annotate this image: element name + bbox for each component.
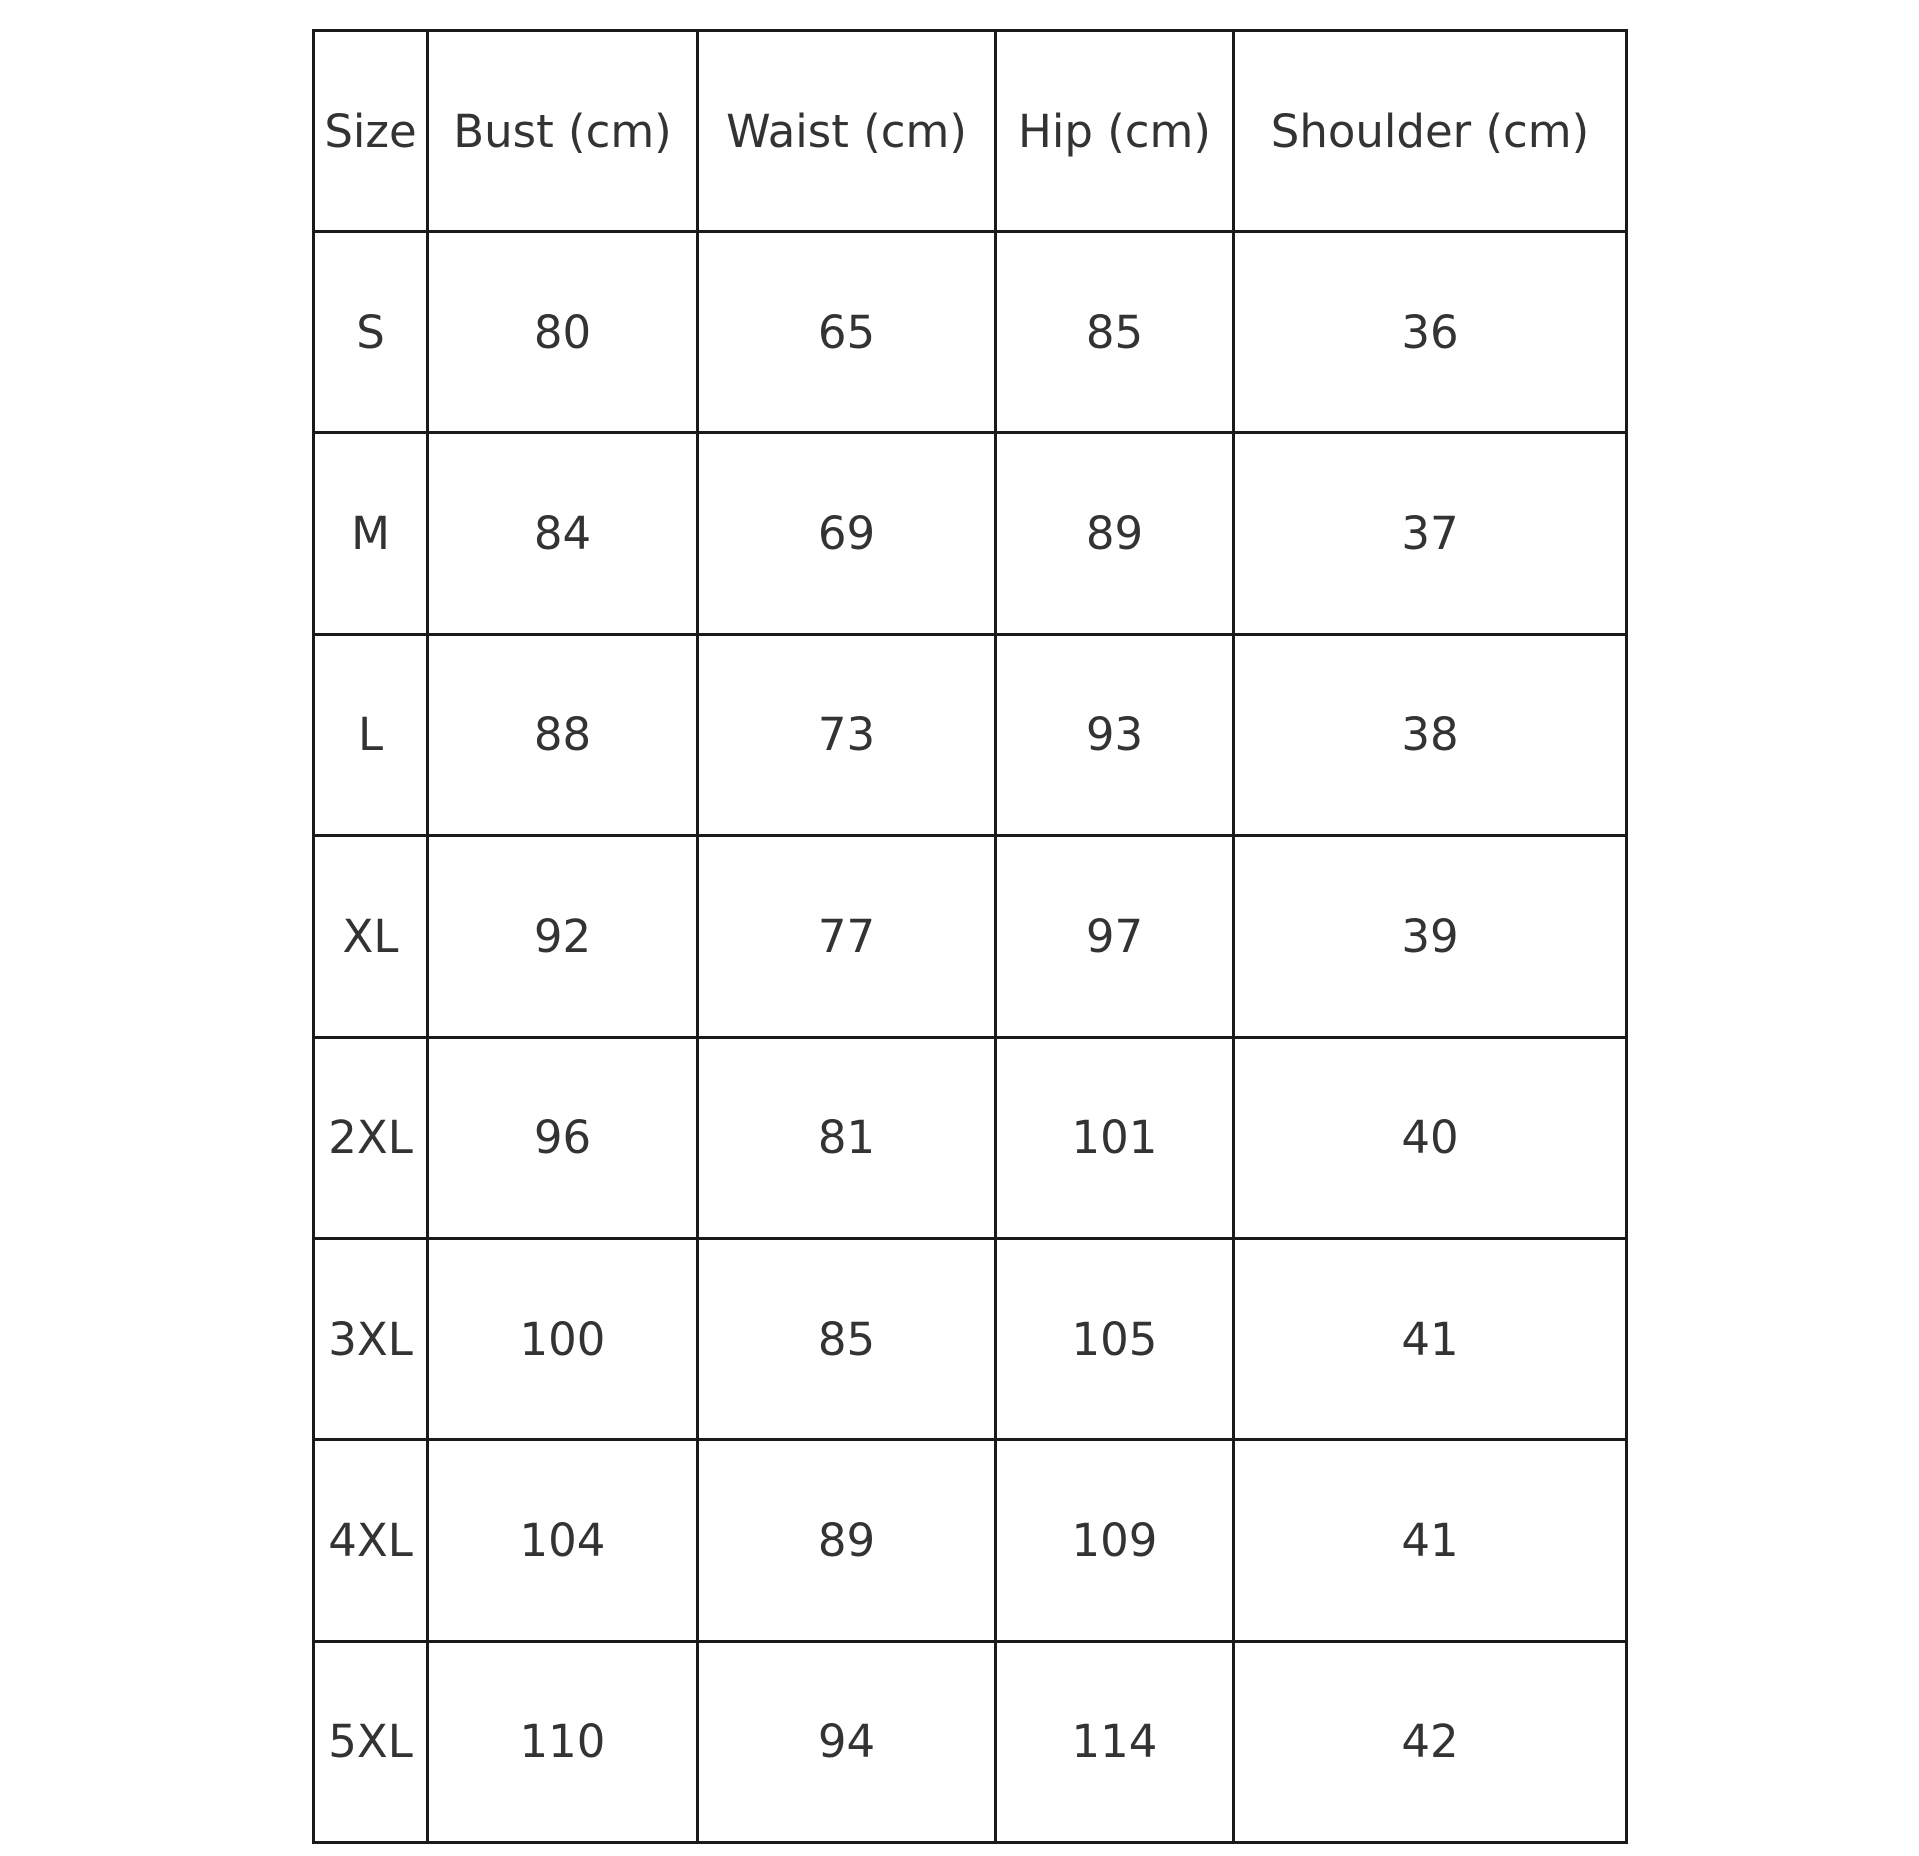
header-hip: Hip (cm) [996,31,1234,232]
cell-bust: 96 [428,1037,698,1238]
cell-size: 3XL [314,1238,428,1439]
table-row [314,1037,1627,1238]
cell-bust: 84 [428,433,698,634]
cell-size: 2XL [314,1037,428,1238]
cell-waist: 94 [698,1641,996,1842]
cell-hip: 109 [996,1440,1234,1641]
cell-shoulder: 37 [1234,433,1627,634]
cell-waist: 73 [698,634,996,835]
cell-shoulder: 41 [1234,1238,1627,1439]
header-shoulder: Shoulder (cm) [1234,31,1627,232]
cell-bust: 104 [428,1440,698,1641]
cell-hip: 114 [996,1641,1234,1842]
header-waist: Waist (cm) [698,31,996,232]
cell-hip: 85 [996,232,1234,433]
cell-hip: 101 [996,1037,1234,1238]
table-row [314,232,1627,433]
cell-hip: 97 [996,836,1234,1037]
table-row [314,1440,1627,1641]
cell-bust: 92 [428,836,698,1037]
cell-waist: 89 [698,1440,996,1641]
cell-bust: 100 [428,1238,698,1439]
cell-shoulder: 40 [1234,1037,1627,1238]
header-bust: Bust (cm) [428,31,698,232]
cell-waist: 85 [698,1238,996,1439]
header-size: Size [314,31,428,232]
cell-waist: 77 [698,836,996,1037]
table-header-row [314,31,1627,232]
table-row [314,433,1627,634]
cell-shoulder: 38 [1234,634,1627,835]
cell-size: S [314,232,428,433]
cell-waist: 65 [698,232,996,433]
cell-size: 5XL [314,1641,428,1842]
table-row [314,1238,1627,1439]
table-row [314,836,1627,1037]
cell-shoulder: 36 [1234,232,1627,433]
cell-bust: 80 [428,232,698,433]
cell-hip: 105 [996,1238,1234,1439]
cell-bust: 88 [428,634,698,835]
cell-waist: 69 [698,433,996,634]
cell-size: XL [314,836,428,1037]
table-row [314,1641,1627,1842]
cell-shoulder: 39 [1234,836,1627,1037]
size-chart-table [312,29,1628,1844]
cell-size: L [314,634,428,835]
cell-shoulder: 42 [1234,1641,1627,1842]
cell-hip: 89 [996,433,1234,634]
cell-shoulder: 41 [1234,1440,1627,1641]
cell-waist: 81 [698,1037,996,1238]
cell-hip: 93 [996,634,1234,835]
cell-bust: 110 [428,1641,698,1842]
table-body [314,232,1627,1843]
cell-size: M [314,433,428,634]
table-row [314,634,1627,835]
cell-size: 4XL [314,1440,428,1641]
